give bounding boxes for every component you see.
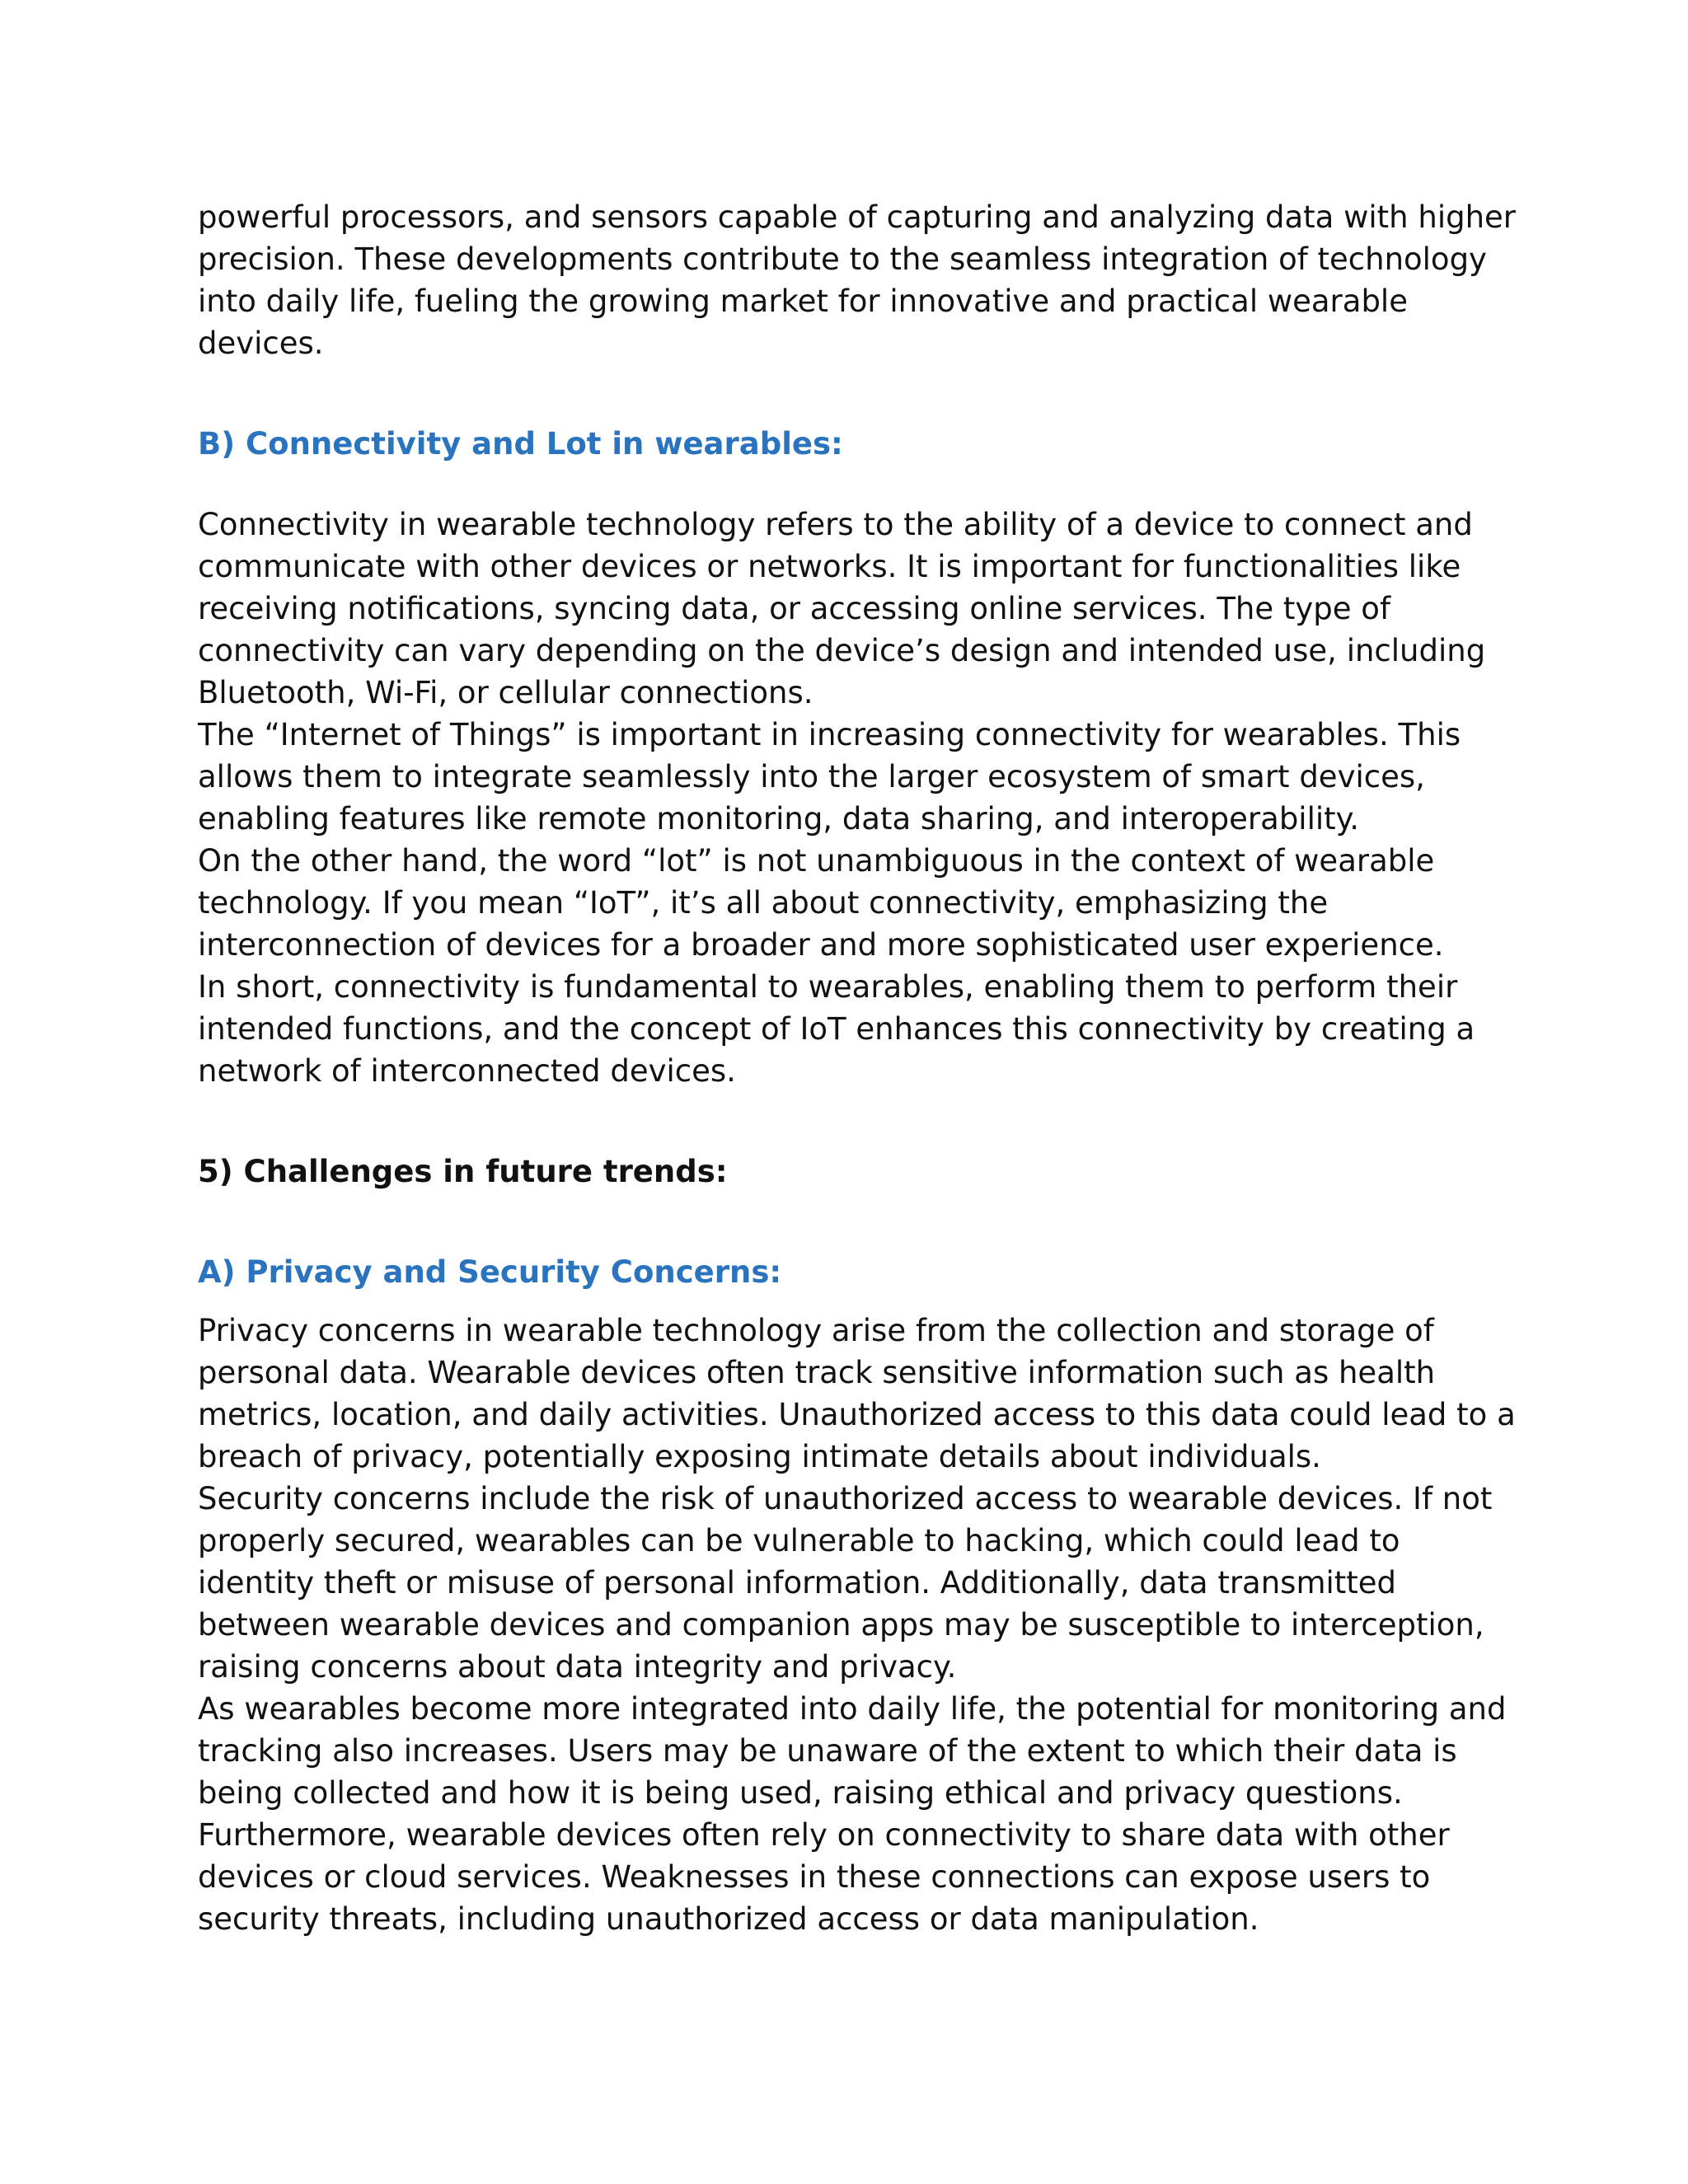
- section-b-heading: B) Connectivity and Lot in wearables:: [198, 426, 843, 462]
- document-body: [198, 196, 1525, 1940]
- spacer: [198, 465, 1525, 504]
- section-5-heading: 5) Challenges in future trends:: [198, 1154, 728, 1189]
- spacer: [198, 364, 1525, 423]
- spacer: [198, 1293, 1525, 1310]
- section-b-paragraph: Connectivity in wearable technology refers to the ability of a device to connect and communicate with other devices or networks. It is important for functionalities like receiving notifications, syncing data, or accessing online services. The type of connectivity can vary depending on the device’s design and intended use, including Bluetooth, Wi-Fi, or cellular connections.: [198, 507, 1486, 710]
- intro-paragraph: powerful processors, and sensors capable of capturing and analyzing data with higher precision. These developments contribute to the seamless integration of technology into daily life, fueling the growing market for innovative and practical wearable devices.: [198, 199, 1517, 361]
- spacer: [198, 1193, 1525, 1251]
- section-b-paragraph: On the other hand, the word “lot” is not unambiguous in the context of wearable technology. If you mean “IoT”, it’s all about connectivity, emphasizing the interconnection of devices for a broader and more sophisticated user experience.: [198, 843, 1444, 963]
- spacer: [198, 1092, 1525, 1151]
- section-a-paragraph: As wearables become more integrated into daily life, the potential for monitoring and tracking also increases. Users may be unaware of the extent to which their data is being collected and how it is being used, raising ethical and privacy questions.: [198, 1691, 1507, 1811]
- section-b-paragraph: The “Internet of Things” is important in increasing connectivity for wearables. This allows them to integrate seamlessly into the larger ecosystem of smart devices, enabling features like remote monitoring, data sharing, and interoperability.: [198, 717, 1461, 837]
- section-b-paragraph: In short, connectivity is fundamental to wearables, enabling them to perform their intended functions, and the concept of IoT enhances this connectivity by creating a network of interconnected devices.: [198, 969, 1475, 1089]
- section-a-paragraph: Furthermore, wearable devices often rely on connectivity to share data with other devices or cloud services. Weaknesses in these connections can expose users to security threats, including unauthorized access or data manipulation.: [198, 1817, 1450, 1937]
- section-a-paragraph: Privacy concerns in wearable technology arise from the collection and storage of personal data. Wearable devices often track sensitive information such as health metrics, location, and daily activities. Unauthorized access to this data could lead to a breach of privacy, potentially exposing intimate details about individuals.: [198, 1313, 1516, 1474]
- section-a-paragraph: Security concerns include the risk of unauthorized access to wearable devices. If not properly secured, wearables can be vulnerable to hacking, which could lead to identity theft or misuse of personal information. Additionally, data transmitted between wearable devices and companion apps may be susceptible to interception, raising concerns about data integrity and privacy.: [198, 1481, 1493, 1685]
- section-a-heading: A) Privacy and Security Concerns:: [198, 1254, 782, 1290]
